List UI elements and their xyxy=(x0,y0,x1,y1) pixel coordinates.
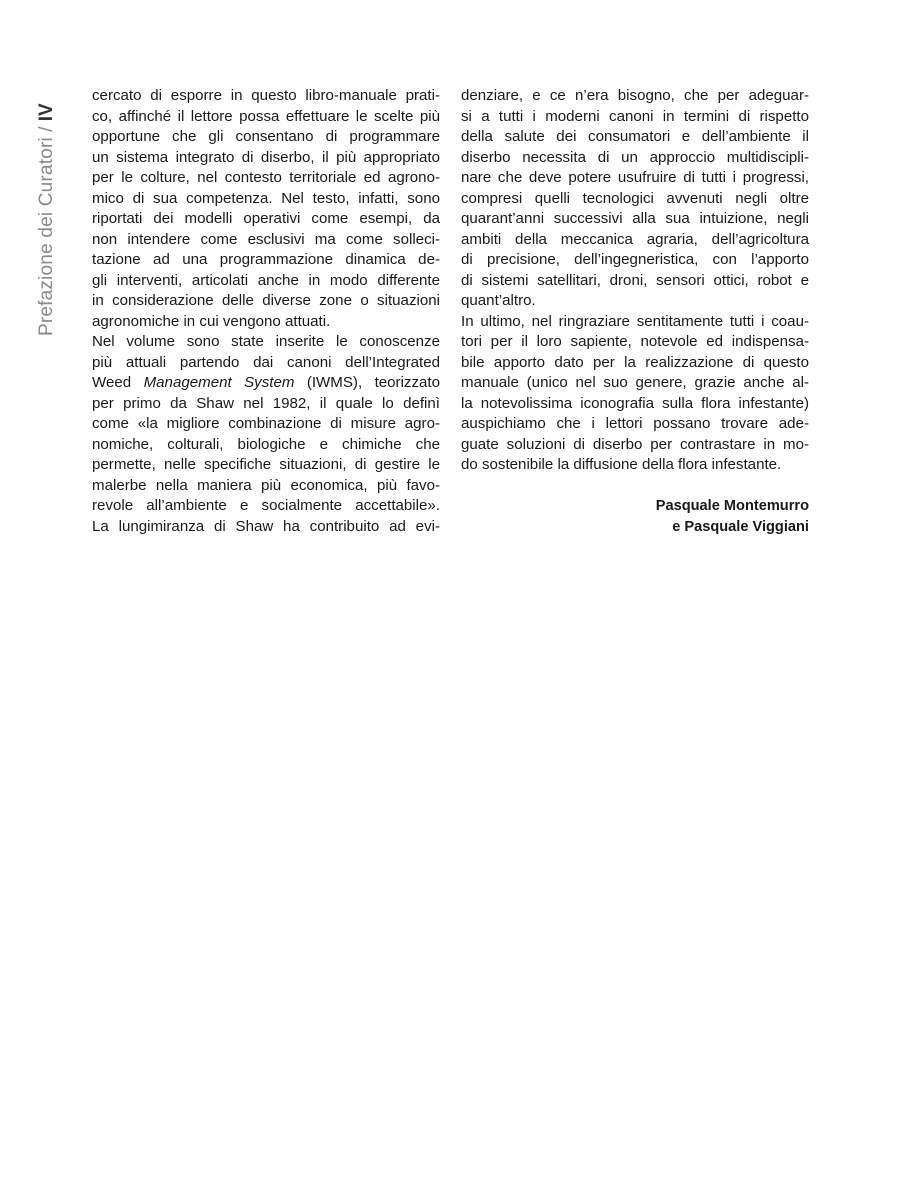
text-line: La lungimiranza di Shaw ha contribuito ad evi- xyxy=(92,517,440,535)
text-line: di sistemi satellitari, droni, sensori ottici, robot e xyxy=(461,271,809,289)
page-number: IV xyxy=(36,103,57,122)
text-line: nare che deve potere usufruire di tutti i progressi, xyxy=(461,169,809,186)
text-line: della salute dei consumatori e dell’ambiente il xyxy=(461,128,809,145)
paragraph xyxy=(92,332,440,537)
italic-term: Management System xyxy=(143,374,295,391)
text-line: In ultimo, nel ringraziare sentitamente tutti i coau- xyxy=(461,312,809,330)
paragraph xyxy=(461,86,809,312)
text-line: Nel volume sono state inserite le conoscenze xyxy=(92,333,440,350)
signature-block xyxy=(461,496,809,538)
text-line: opportune che gli consentano di programmare xyxy=(92,128,440,145)
text-line: si a tutti i moderni canoni in termini di rispetto xyxy=(461,107,809,125)
text-line: revole all’ambiente e socialmente accettabile». xyxy=(92,497,440,514)
text-line: bile apporto dato per la realizzazione di questo xyxy=(461,353,809,371)
paragraph xyxy=(92,86,440,332)
running-header xyxy=(34,78,60,336)
text-line: un sistema integrato di diserbo, il più appropriato xyxy=(92,148,440,166)
text-line: nomiche, colturali, biologiche e chimiche che xyxy=(92,435,440,453)
text-line: di precisione, dell’ingegneristica, con l’apporto xyxy=(461,251,809,268)
text-segment: Weed xyxy=(92,374,144,391)
signature-line: e Pasquale Viggiani xyxy=(672,519,809,535)
text-line: diserbo necessita di un approccio multidiscipli- xyxy=(461,148,809,166)
text-line: do sostenibile la diffusione della flora infestante. xyxy=(461,456,782,473)
text-line: tazione ad una programmazione dinamica de- xyxy=(92,251,440,268)
section-title: Prefazione dei Curatori xyxy=(36,137,57,336)
text-line: auspichiamo che i lettori possano trovare ade- xyxy=(461,415,809,432)
signature-line: Pasquale Montemurro xyxy=(655,498,809,514)
text-line: agronomiche in cui vengono attuati. xyxy=(92,312,331,330)
text-line: per primo da Shaw nel 1982, il quale lo definì xyxy=(92,394,440,412)
text-line: la notevolissima iconografia sulla flora infestante) xyxy=(461,394,809,412)
text-line: come «la migliore combinazione di misure agro- xyxy=(92,415,440,432)
text-line: tori per il loro sapiente, notevole ed indispensa- xyxy=(461,333,809,350)
text-line: in considerazione delle diverse zone o situazioni xyxy=(92,292,440,309)
text-line: quarant’anni successivi alla sua intuizione, negli xyxy=(461,210,809,227)
header-separator: / xyxy=(36,126,57,132)
text-line: malerbe nella maniera più economica, più favo- xyxy=(92,476,440,494)
text-line: guate soluzioni di diserbo per contrastare in mo- xyxy=(461,435,809,453)
text-line: riportati dei modelli operativi come esempi, da xyxy=(92,210,440,227)
text-line: cercato di esporre in questo libro-manuale prati- xyxy=(92,87,440,104)
text-line: non intendere come esclusivi ma come solleci- xyxy=(92,230,440,248)
paragraph xyxy=(461,312,809,476)
text-line: per le colture, nel contesto territoriale ed agrono- xyxy=(92,169,440,186)
text-line: quant’altro. xyxy=(461,292,536,309)
text-line xyxy=(92,373,440,394)
text-line: ambiti della meccanica agraria, dell’agricoltura xyxy=(461,230,809,248)
text-line: permette, nelle specifiche situazioni, di gestire le xyxy=(92,456,440,473)
text-line: gli interventi, articolati anche in modo differente xyxy=(92,271,440,289)
text-line: più attuali partendo dai canoni dell’Integrated xyxy=(92,353,440,371)
text-segment: (IWMS), teorizzato xyxy=(294,374,441,391)
text-line: denziare, e ce n’era bisogno, che per adeguar- xyxy=(461,87,809,104)
text-line: compresi quelli tecnologici avvenuti negli oltre xyxy=(461,189,809,207)
right-column xyxy=(461,86,809,476)
text-line: manuale (unico nel suo genere, grazie anche al- xyxy=(461,374,809,391)
text-line: mico di sua competenza. Nel testo, infatti, sono xyxy=(92,189,440,207)
left-column xyxy=(92,86,440,537)
text-line: co, affinché il lettore possa effettuare le scelte più xyxy=(92,107,440,125)
